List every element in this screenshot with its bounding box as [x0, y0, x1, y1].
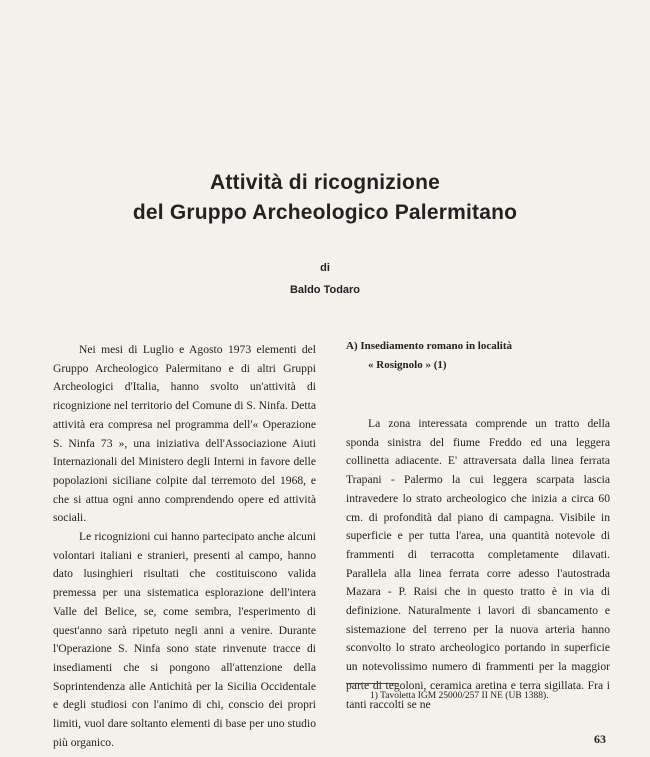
title-line-2: del Gruppo Archeologico Palermitano	[132, 201, 518, 224]
paragraph: La zona interessata comprende un tratto della sponda sinistra del fiume Freddo ed una leggera collinetta adiacente. E' attraversata dalla linea ferrata Trapani - Palermo la cui leggera scarpata lascia intravedere lo strato archeologico che inizia a circa 60 cm. di profondità dal piano di campagna. Visibile in superficie e per tutta l'area, una quantità notevole di frammenti di terracotta completamente dilavati. Parallela alla linea ferrata corre adesso l'autostrada Mazara - P. Raisi che in questo tratto è in via di definizione. Naturalmente i lavori di sbancamento e sistemazione del terreno per la nuova arteria hanno sconvolto lo strato archeologico portando in superficie un notevolissimo numero di frammenti per la maggior parte di tegoloni, ceramica aretina e terra sigillata. Fra i tanti raccolti se ne	[346, 417, 610, 711]
paragraph: Le ricognizioni cui hanno partecipato anche alcuni volontari italiani e stranieri, presenti al campo, hanno dato lusinghieri risultati che costituiscono valida premessa per una sistematica esplorazione dell'intera Valle del Belice, se, come sembra, l'esperimento di quest'anno sarà ripetuto negli anni a venire. Durante l'Operazione S. Ninfa sono state rinvenute tracce di insediamenti che si pongono all'attenzione della Soprintendenza alle Antichità per la Sicilia Occidentale e degli studiosi con l'animo di chi, conscio dei propri limiti, vuol dare soltanto elementi di base per uno studio più organico.	[53, 530, 316, 749]
article-title	[0, 168, 650, 228]
left-column	[53, 341, 316, 752]
paragraph: Nei mesi di Luglio e Agosto 1973 elementi del Gruppo Archeologico Palermitano e di altri Gruppi Archeologici d'Italia, hanno svolto un'attività di ricognizione nel territorio del Comune di S. Ninfa. Detta attività era compresa nel programma dell'« Operazione S. Ninfa 73 », una iniziativa dell'Associazione Aiuti Internazionali del Ministero degli Interni in favore delle popolazioni siciliane colpite dal terremoto del 1968, e che si attua ogni anno comprendendo opere ed attività sociali.	[53, 343, 316, 525]
page-number: 63	[594, 732, 606, 746]
footnote: 1) Tavoletta IGM 25000/257 II NE (UB 1388).	[370, 691, 549, 701]
section-heading-line-1: A) Insediamento romano in località	[346, 340, 513, 352]
title-line-1: Attività di ricognizione	[210, 171, 440, 194]
right-column	[346, 337, 610, 714]
footnote-divider	[346, 683, 398, 684]
section-heading-line-2: « Rosignolo » (1)	[368, 359, 447, 371]
author-name: Baldo Todaro	[289, 284, 361, 296]
section-heading	[346, 337, 610, 375]
byline-di: di	[320, 262, 330, 274]
